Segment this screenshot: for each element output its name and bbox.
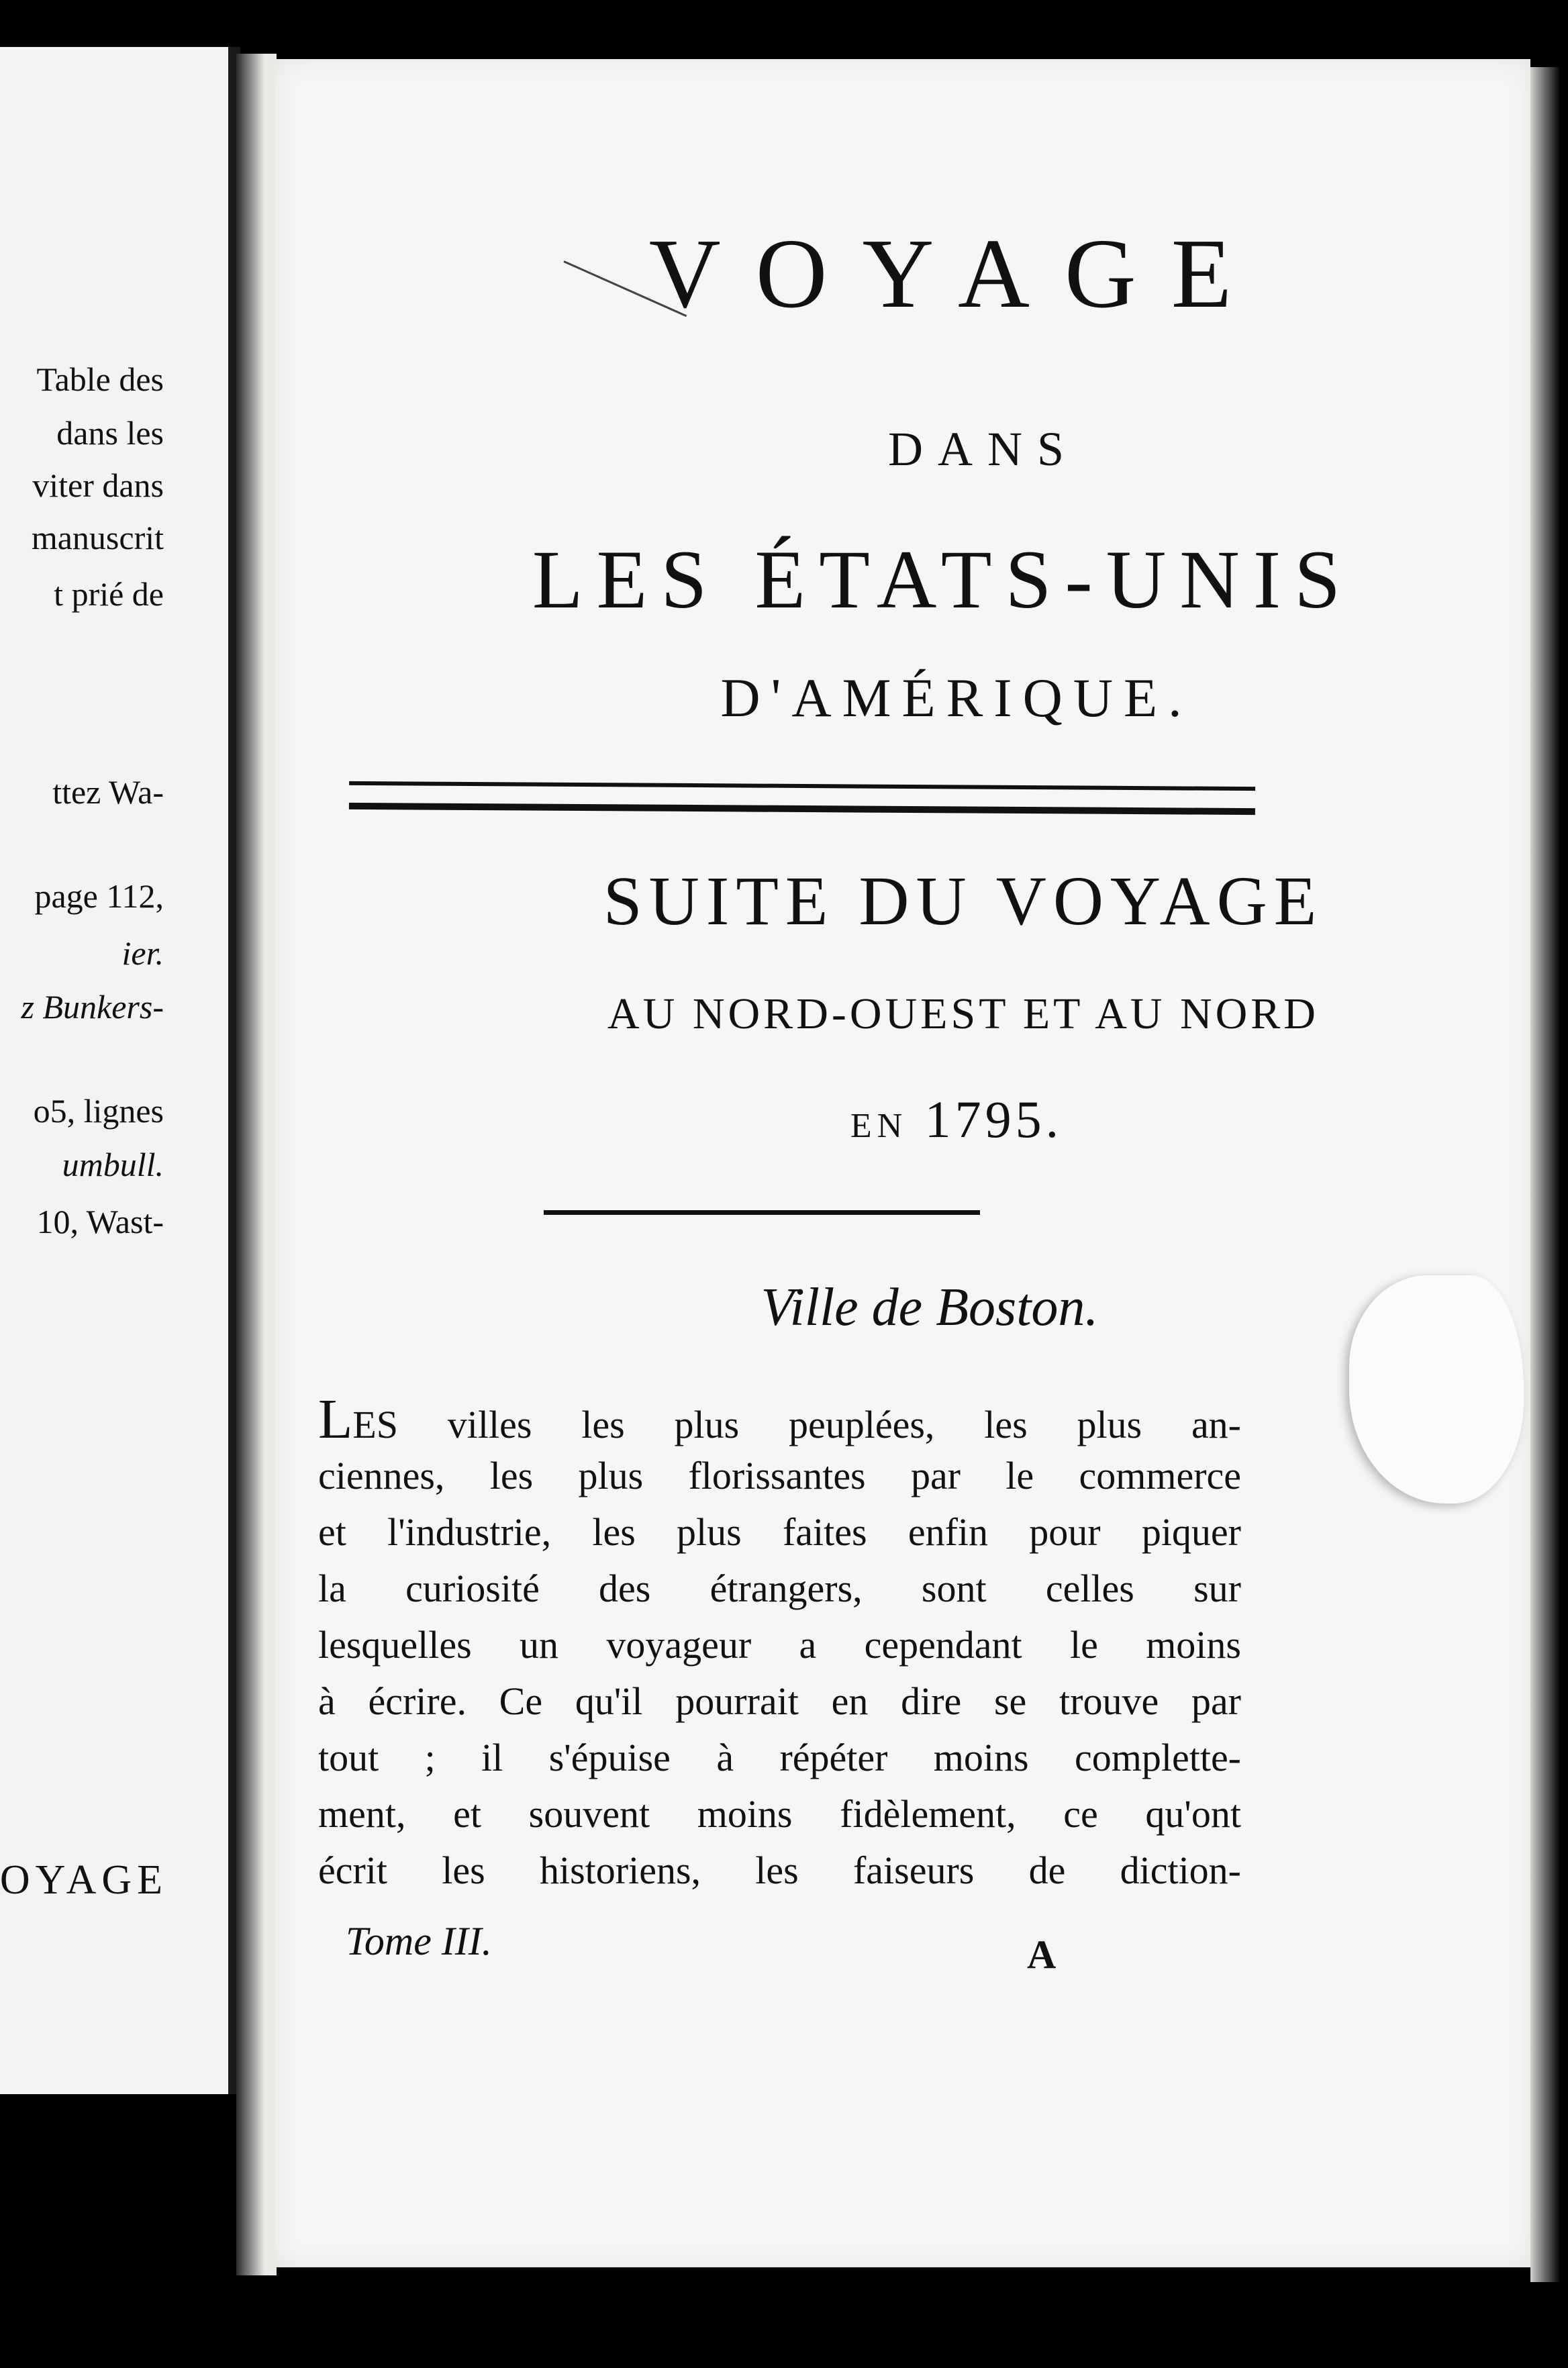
left-line: 10, Wast- — [36, 1203, 164, 1240]
title-line-4: D'AMÉRIQUE. — [720, 667, 1193, 728]
title-line-3: LES ÉTATS-UNIS — [532, 534, 1355, 626]
body-line: ciennes, les plus florissantes par le commerce — [318, 1454, 1241, 1497]
right-page-edge — [1530, 67, 1568, 2282]
section-heading: Ville de Boston. — [761, 1278, 1099, 1337]
body-line: tout ; il s'épuise à répéter moins complette- — [318, 1736, 1241, 1779]
subtitle-en: EN — [850, 1107, 908, 1145]
subtitle-line-3 — [329, 1089, 1568, 1150]
subtitle-line-1: SUITE DU VOYAGE — [603, 862, 1324, 940]
left-line: viter dans — [32, 466, 164, 504]
left-facing-page — [0, 47, 240, 2094]
subtitle-line-2: AU NORD-OUEST ET AU NORD — [607, 989, 1319, 1038]
body-line: à écrire. Ce qu'il pourrait en dire se trouve par — [318, 1679, 1241, 1723]
left-line: Table des — [36, 360, 164, 398]
double-rule-divider — [349, 781, 1255, 815]
title-line-1: VOYAGE — [648, 219, 1267, 329]
subtitle-year: 1795. — [924, 1090, 1063, 1148]
left-line: o5, lignes — [33, 1092, 164, 1130]
left-line: umbull. — [62, 1146, 164, 1183]
short-rule-divider — [544, 1210, 980, 1215]
left-line: z Bunkers- — [21, 988, 164, 1026]
left-line: ier. — [121, 934, 164, 972]
left-line: dans les — [56, 414, 164, 452]
body-line: ment, et souvent moins fidèlement, ce qu'ont — [318, 1792, 1241, 1836]
body-paragraph — [318, 1388, 1241, 1899]
left-catchword: OYAGE — [0, 1857, 168, 1903]
left-line: page 112, — [34, 877, 164, 915]
book-gutter — [236, 54, 277, 2275]
body-line: écrit les historiens, les faiseurs de diction- — [318, 1848, 1241, 1892]
left-line: ttez Wa- — [52, 773, 164, 811]
left-line: manuscrit — [31, 519, 164, 556]
body-line: et l'industrie, les plus faites enfin pour piquer — [318, 1510, 1241, 1554]
title-line-2: DANS — [887, 422, 1079, 476]
body-line: lesquelles un voyageur a cependant le moins — [318, 1623, 1241, 1667]
signature-mark: A — [1027, 1932, 1057, 1977]
title-page — [275, 59, 1530, 2267]
volume-label: Tome III. — [346, 1919, 492, 1963]
body-line: la curiosité des étrangers, sont celles sur — [318, 1567, 1241, 1610]
left-line: t prié de — [54, 575, 164, 613]
body-line: LES villes les plus peuplées, les plus an- — [318, 1388, 1241, 1450]
